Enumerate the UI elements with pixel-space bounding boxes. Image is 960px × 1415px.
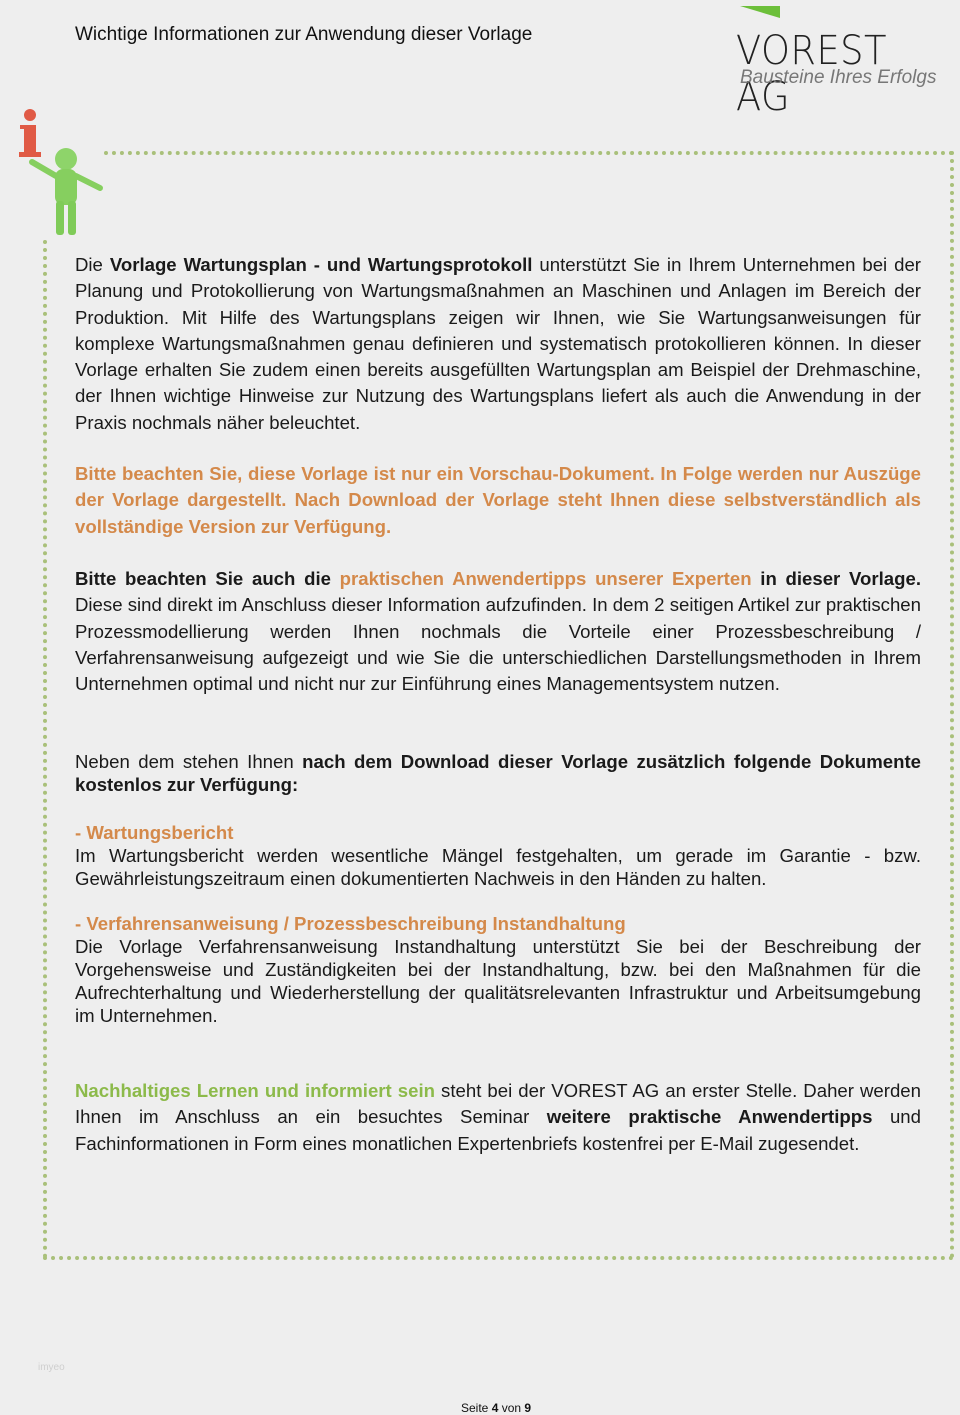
total-pages: 9	[524, 1401, 532, 1415]
page-header-title: Wichtige Informationen zur Anwendung dieser Vorlage	[75, 24, 533, 45]
intro-paragraph	[75, 252, 921, 436]
text: von	[498, 1401, 525, 1415]
text: nach dem Download dieser Vorlage zusätzlich folgende Dokumente kostenlos zur Verfügung:	[75, 751, 921, 795]
watermark: imyeo	[38, 1362, 65, 1373]
closing-paragraph	[75, 1078, 921, 1157]
document-description: Die Vorlage Verfahrensanweisung Instandhaltung unterstützt Sie bei der Beschreibung der Vorgehensweise und Zuständigkeiten bei der Instandhaltung, bzw. bei den Maßnahmen für die Aufrechterhaltung und Wiederherstellung der qualitätsrelevanten Infrastruktur und Arbeitsumgebung im Unternehmen.	[75, 936, 921, 1026]
info-figure-icon	[14, 106, 106, 240]
document-item-verfahrensanweisung	[75, 912, 921, 1027]
text: Die	[75, 254, 110, 275]
frame-border-bottom	[43, 1256, 954, 1260]
document-title: - Verfahrensanweisung / Prozessbeschreibung Instandhaltung	[75, 913, 626, 934]
text: weitere praktische Anwendertipps	[546, 1106, 873, 1128]
preview-notice: Bitte beachten Sie, diese Vorlage ist nur ein Vorschau-Dokument. In Folge werden nur Auszüge der Vorlage dargestellt. Nach Download der Vorlage steht Ihnen diese selbstverständlich als vollständige Version zur Verfügung.	[75, 463, 921, 537]
highlight: praktischen Anwendertipps unserer Experten	[339, 568, 752, 589]
text: Bitte beachten Sie auch die	[75, 568, 340, 589]
additional-documents-intro	[75, 750, 921, 796]
text: Seite	[461, 1401, 492, 1415]
text: Diese sind direkt im Anschluss dieser Information aufzufinden. In dem 2 seitigen Artikel zur praktischen Prozessmodellierung werden Ihnen nochmals die Vorteile einer Prozessbeschreibung / Verfahrensanweisung aufgezeigt und wie Sie die unterschiedlichen Darstellungsmethoden in Ihrem Unternehmen optimal und nicht nur zur Einführung eines Managementsystem nutzen.	[75, 594, 921, 695]
expert-tips-paragraph	[75, 566, 921, 697]
text: Neben dem stehen Ihnen	[75, 751, 303, 772]
document-title: - Wartungsbericht	[75, 822, 234, 843]
template-name: Vorlage Wartungsplan - und Wartungsprotokoll	[109, 254, 533, 275]
logo-brand: VOREST AG	[736, 28, 887, 120]
logo-triangle-icon	[740, 6, 780, 18]
text: und Fachinformationen in Form eines monatlichen Expertenbriefs kostenfrei per E-Mail zugesendet.	[75, 1106, 921, 1154]
vorest-logo	[736, 4, 951, 120]
text: steht bei der VOREST AG an erster Stelle. Daher werden Ihnen im Anschluss an ein besuchtes Seminar	[75, 1080, 921, 1128]
highlight: Nachhaltiges Lernen und informiert sein	[75, 1080, 435, 1101]
frame-border-left	[43, 240, 47, 1259]
current-page: 4	[491, 1401, 499, 1415]
text: unterstützt Sie in Ihrem Unternehmen bei der Planung und Protokollierung von Wartungsmaßnahmen an Maschinen und Anlagen im Bereich der Produktion. Mit Hilfe des Wartungsplans zeigen wir Ihnen, wie Sie Wartungsanweisungen für komplexe Wartungsmaßnahmen genau definieren und systematisch protokollieren können. In dieser Vorlage erhalten Sie zudem einen bereits ausgefüllten Wartungsplan am Beispiel der Drehmaschine, der Ihnen wichtige Hinweise zur Nutzung des Wartungsplans liefert als auch die Anwendung in der Praxis nochmals näher beleuchtet.	[75, 254, 921, 433]
page-number	[461, 1401, 531, 1415]
document-description: Im Wartungsbericht werden wesentliche Mängel festgehalten, um gerade im Garantie - bzw. Gewährleistungszeitraum einen dokumentierten Nachweis in den Händen zu halten.	[75, 845, 921, 889]
frame-border-top	[104, 151, 954, 155]
document-item-wartungsbericht	[75, 821, 921, 890]
logo-tagline: Bausteine Ihres Erfolgs	[740, 67, 937, 88]
frame-border-right	[950, 151, 954, 1259]
text: in dieser Vorlage.	[751, 568, 921, 589]
